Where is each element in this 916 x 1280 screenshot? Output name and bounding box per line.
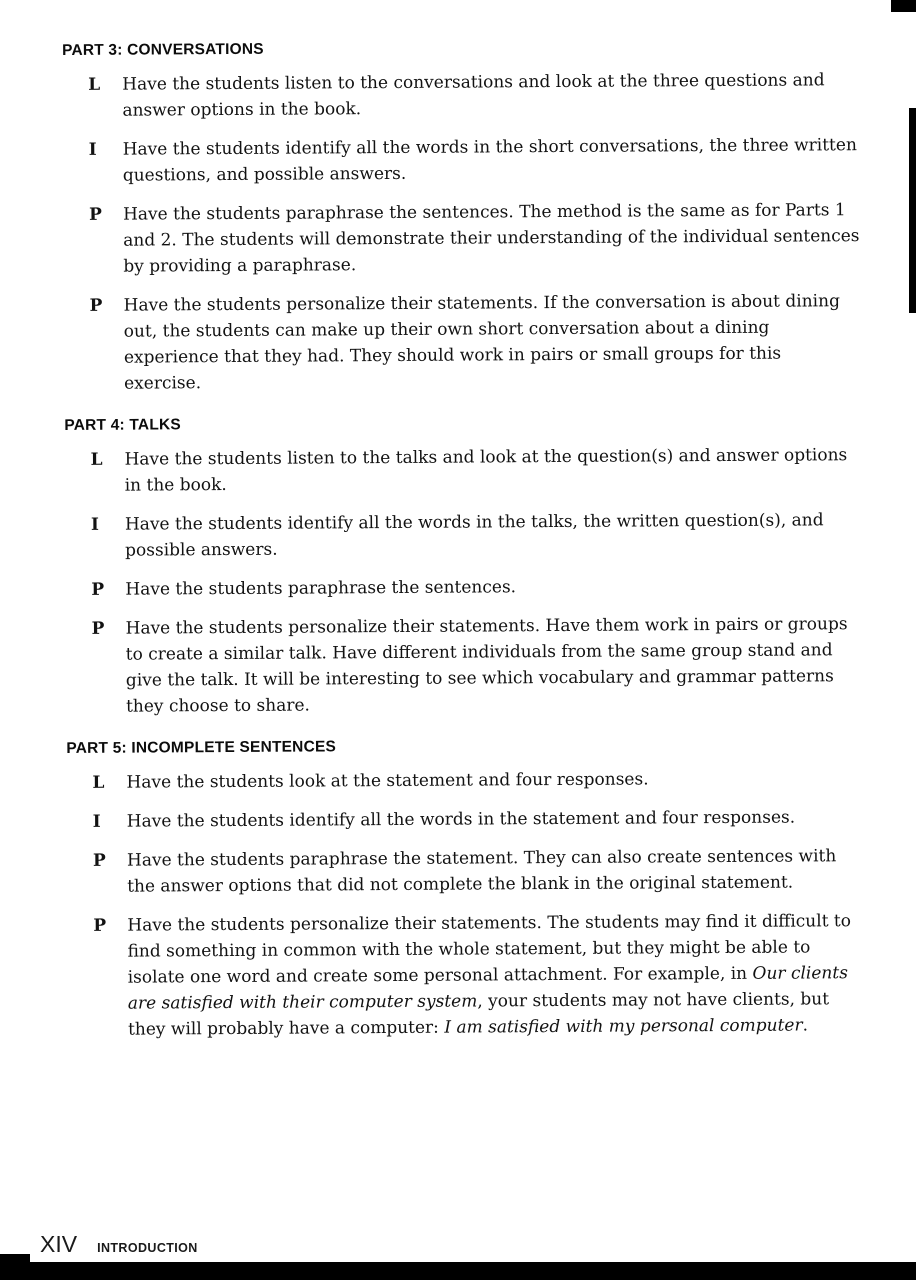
section-part4: [64, 412, 864, 720]
item-text-segment: , your students may not have clients, but they will probably have a computer:: [127, 989, 830, 1040]
item-letter: L: [92, 772, 105, 793]
section-part5: [66, 735, 866, 1043]
item-text: Have the students listen to the conversations and look at the three questions and answer options in the book.: [122, 70, 825, 121]
item-text-segment: Have the students personalize their statements. The students may find it difficult to find something in common with the whole statement, but they might be able to isolate one word and create some personal attachment. For example, in: [127, 911, 852, 988]
instruction-item: [64, 288, 863, 397]
item-letter: I: [90, 514, 99, 535]
item-text: Have the students paraphrase the sentences. The method is the same as for Parts 1 and 2. The students will demonstrate their understanding of the individual sentences by providing a paraphrase.: [122, 200, 860, 277]
scan-artifact-bottom-left: [0, 1254, 30, 1266]
instruction-item: [62, 67, 860, 124]
item-text: Have the students look at the statement and four responses.: [126, 769, 649, 793]
instruction-item: [67, 804, 865, 835]
item-text: Have the students listen to the talks and look at the question(s) and answer options in the book.: [124, 445, 848, 496]
item-text: Have the students paraphrase the statement. They can also create sentences with the answer options that did not complete the blank in the original statement.: [126, 846, 837, 897]
item-text: Have the students personalize their statements. If the conversation is about dining out, the students can make up their own short conversation about a dining experience that they had. They should work in pairs or small groups for this exercise.: [123, 291, 840, 394]
item-text-italic: Our clients are satisfied with their computer system: [127, 963, 848, 1014]
item-letter: I: [88, 139, 97, 160]
section-heading: PART 4: TALKS: [64, 416, 181, 434]
item-letter: P: [91, 618, 105, 639]
item-letter: P: [88, 204, 102, 225]
instruction-item: [65, 507, 863, 564]
item-letter: L: [88, 74, 101, 95]
item-letter: L: [90, 449, 103, 470]
section-heading: PART 3: CONVERSATIONS: [62, 40, 264, 59]
instruction-item: [67, 843, 865, 900]
item-letter: P: [91, 579, 105, 600]
page-number: XIV: [40, 1231, 78, 1257]
item-text: Have the students identify all the words in the talks, the written question(s), and possible answers.: [124, 510, 824, 561]
section-heading: PART 5: INCOMPLETE SENTENCES: [66, 738, 337, 757]
item-letter: P: [92, 850, 106, 871]
scan-artifact-right-strip: [909, 108, 916, 313]
instruction-item: [66, 765, 864, 796]
scan-artifact-top-right: [891, 0, 916, 12]
instruction-item: [65, 572, 863, 603]
item-letter: I: [92, 811, 101, 832]
item-letter: P: [89, 295, 103, 316]
item-text: Have the students identify all the words in the short conversations, the three written questions, and possible answers.: [122, 135, 857, 186]
item-text-segment: .: [802, 1015, 809, 1036]
section-part3: [62, 37, 862, 397]
scan-artifact-bottom-bar: [0, 1262, 916, 1280]
item-text: Have the students personalize their statements. Have them work in pairs or groups to create a similar talk. Have different individuals from the same group stand and give the talk. It will be interesting to see which vocabulary and grammar patterns they choose to share.: [125, 614, 848, 717]
page-content: [62, 37, 866, 1056]
instruction-item: [63, 197, 861, 280]
item-text-italic: I am satisfied with my personal computer: [444, 1015, 803, 1038]
instruction-item: [63, 132, 861, 189]
item-letter: P: [93, 915, 107, 936]
item-text: [127, 908, 866, 1043]
item-text: Have the students paraphrase the sentences.: [125, 577, 517, 600]
instruction-item: [64, 442, 862, 499]
footer: [40, 1231, 198, 1258]
instruction-item: [67, 908, 866, 1043]
footer-section-label: INTRODUCTION: [97, 1241, 198, 1255]
instruction-item: [66, 611, 865, 720]
item-text: Have the students identify all the words in the statement and four responses.: [126, 807, 796, 832]
